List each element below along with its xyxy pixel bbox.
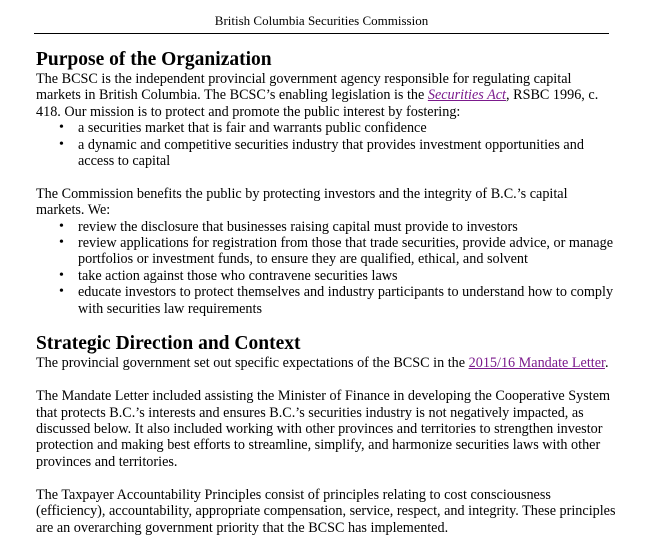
- text-line: [36, 503, 616, 519]
- text-line: [36, 355, 616, 371]
- list-item-text: a dynamic and competitive securities industry that provides investment opportunities and: [78, 136, 584, 153]
- text-segment: are an overarching government priority that the BCSC has implemented.: [36, 519, 449, 536]
- list-item-text: a securities market that is fair and warrants public confidence: [78, 120, 427, 137]
- paragraph: [36, 186, 616, 219]
- text-line: [36, 71, 616, 87]
- list-item-text: review applications for registration from those that trade securities, provide advice, or manage: [78, 235, 613, 252]
- list-item-text: access to capital: [78, 153, 171, 170]
- text-segment: markets. We:: [36, 202, 111, 219]
- text-segment: The Commission benefits the public by protecting investors and the integrity of B.C.’s capital: [36, 185, 568, 202]
- running-header: British Columbia Securities Commission: [214, 13, 429, 28]
- bullet-icon: •: [59, 136, 64, 152]
- bullet-icon: •: [59, 120, 64, 136]
- text-line: [36, 87, 616, 103]
- text-segment: discussed below. It also included working with other provinces and territories to strengthen investor: [36, 421, 603, 438]
- text-line: [36, 388, 616, 404]
- paragraph: [36, 355, 616, 371]
- text-line: [36, 487, 616, 503]
- text-line: [36, 202, 616, 218]
- bullet-icon: •: [59, 218, 64, 234]
- list-item: [36, 219, 616, 235]
- paragraph: [36, 71, 616, 120]
- text-segment: The BCSC is the independent provincial government agency responsible for regulating capital: [36, 71, 572, 87]
- list-item-text: take action against those who contravene securities laws: [78, 267, 398, 284]
- paragraph: [36, 388, 616, 470]
- section-heading: Strategic Direction and Context: [36, 333, 301, 355]
- list-item-text: review the disclosure that businesses raising capital must provide to investors: [78, 218, 518, 235]
- text-segment: provinces and territories.: [36, 453, 178, 470]
- text-segment: The provincial government set out specific expectations of the BCSC in the: [36, 355, 469, 372]
- text-segment: markets in British Columbia. The BCSC’s enabling legislation is the: [36, 87, 428, 104]
- text-line: [36, 421, 616, 437]
- document-link[interactable]: Securities Act: [427, 87, 507, 104]
- text-segment: protection and making best efforts to streamline, simplify, and harmonize securities laws with other: [36, 437, 601, 454]
- text-line: [36, 437, 616, 453]
- section-heading: Purpose of the Organization: [36, 49, 272, 70]
- list-item: [36, 235, 616, 268]
- list-item: [36, 137, 616, 170]
- text-segment: 418. Our mission is to protect and promote the public interest by fostering:: [36, 103, 461, 120]
- list-item: [36, 284, 616, 317]
- text-segment: that protects B.C.’s interests and ensures B.C.’s securities industry is not negatively impacted, as: [36, 404, 584, 421]
- text-line: [36, 104, 616, 120]
- list-item: [36, 268, 616, 284]
- bullet-list: [36, 219, 616, 317]
- text-line: [36, 405, 616, 421]
- bullet-icon: •: [59, 267, 64, 283]
- document-body: [36, 49, 616, 552]
- text-line: [36, 186, 616, 202]
- text-line: [36, 520, 616, 536]
- text-segment: , RSBC 1996, c.: [506, 87, 599, 104]
- paragraph: [36, 487, 616, 536]
- text-segment: The Taxpayer Accountability Principles consist of principles relating to cost consciousness: [36, 486, 551, 503]
- list-item: [36, 120, 616, 136]
- text-line: [36, 454, 616, 470]
- header-rule: [34, 33, 609, 34]
- list-item-text: portfolios or investment funds, to ensure they are qualified, ethical, and solvent: [78, 251, 528, 268]
- text-segment: .: [604, 355, 609, 372]
- text-segment: The Mandate Letter included assisting the Minister of Finance in developing the Cooperative System: [36, 388, 611, 405]
- list-item-text: educate investors to protect themselves and industry participants to understand how to comply: [78, 284, 614, 301]
- text-segment: (efficiency), accountability, appropriate compensation, service, respect, and integrity. These principles: [36, 503, 616, 520]
- list-item-text: with securities law requirements: [78, 300, 262, 317]
- bullet-icon: •: [59, 284, 64, 300]
- document-link[interactable]: 2015/16 Mandate Letter: [468, 355, 605, 372]
- bullet-icon: •: [59, 235, 64, 251]
- bullet-list: [36, 120, 616, 169]
